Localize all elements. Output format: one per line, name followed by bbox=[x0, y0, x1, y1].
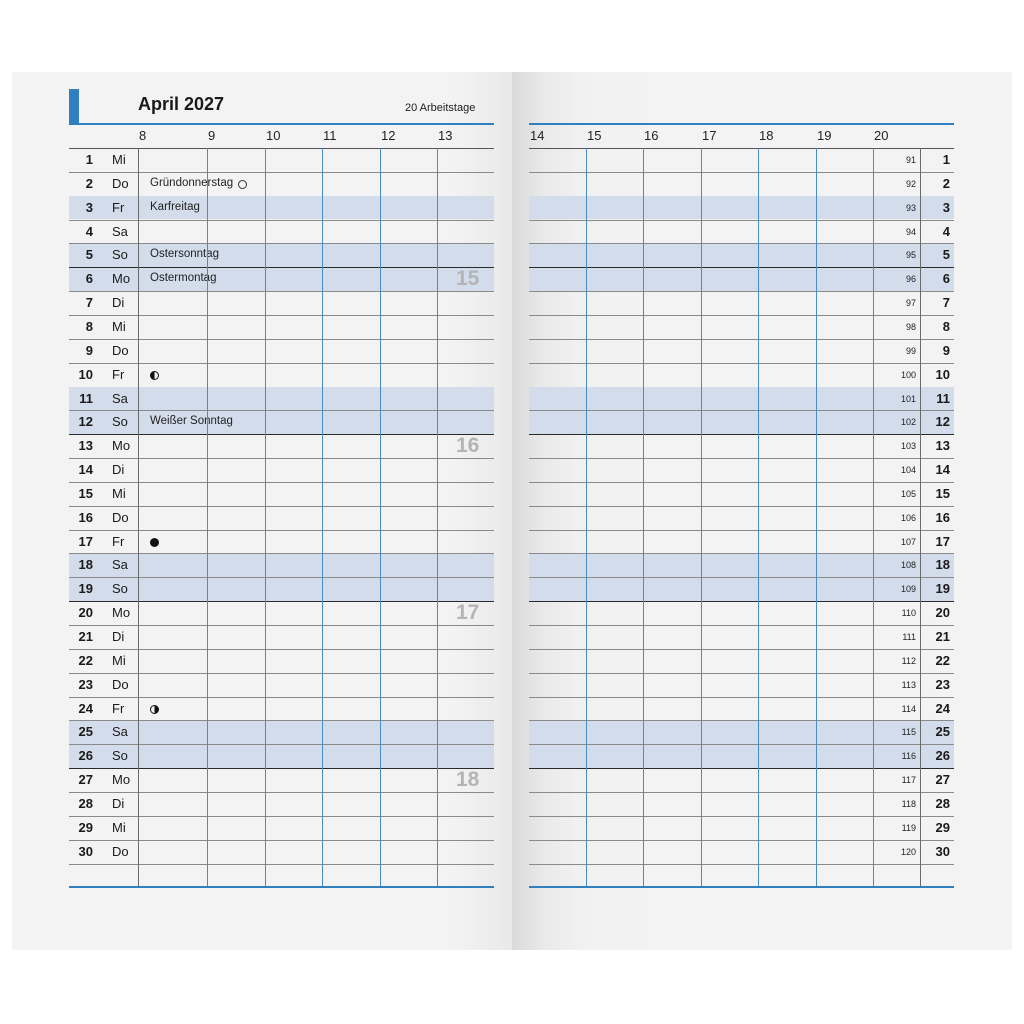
day-number: 8 bbox=[85, 318, 93, 334]
day-of-year: 119 bbox=[901, 822, 916, 833]
hour-divider bbox=[758, 148, 759, 886]
day-of-year: 94 bbox=[905, 226, 916, 237]
row-rule-left bbox=[69, 148, 494, 149]
holiday-label: Weißer Sonntag bbox=[150, 415, 233, 428]
day-number-right: 3 bbox=[942, 199, 950, 215]
day-of-year: 91 bbox=[905, 155, 916, 165]
week-number: 16 bbox=[456, 434, 480, 458]
row-rule-right bbox=[529, 506, 954, 507]
day-number-right: 27 bbox=[935, 772, 950, 788]
day-of-year: 113 bbox=[901, 679, 916, 690]
day-number: 6 bbox=[85, 271, 93, 287]
day-number: 20 bbox=[78, 605, 93, 621]
row-rule-right bbox=[529, 601, 954, 602]
day-of-year: 96 bbox=[905, 274, 916, 285]
day-number-right: 21 bbox=[935, 629, 950, 644]
day-of-year: 120 bbox=[900, 846, 916, 857]
row-rule-left bbox=[69, 673, 494, 674]
row-rule-left bbox=[69, 482, 494, 483]
day-name: Di bbox=[112, 295, 125, 311]
day-number: 23 bbox=[78, 676, 93, 692]
weekend-shade-left bbox=[69, 721, 494, 744]
day-of-year: 112 bbox=[901, 655, 916, 666]
hour-divider bbox=[586, 148, 587, 886]
hour-divider bbox=[873, 148, 874, 886]
day-number-right: 7 bbox=[942, 295, 950, 311]
day-of-year: 100 bbox=[900, 369, 916, 380]
hour-divider bbox=[816, 148, 817, 886]
day-number-right: 26 bbox=[935, 748, 950, 764]
day-number-right: 19 bbox=[935, 581, 950, 597]
day-number-right: 14 bbox=[935, 462, 950, 478]
holiday-label: Ostermontag bbox=[150, 272, 217, 285]
row-rule-left bbox=[69, 220, 494, 221]
day-of-year: 114 bbox=[901, 703, 916, 714]
day-of-year: 103 bbox=[900, 441, 916, 452]
hour-divider bbox=[207, 148, 208, 886]
day-number-right: 16 bbox=[935, 509, 950, 525]
header-rule-right bbox=[529, 123, 954, 125]
day-number: 25 bbox=[78, 724, 93, 740]
footer-rule-right bbox=[529, 886, 954, 888]
day-name: Fr bbox=[112, 366, 125, 382]
day-number-right: 9 bbox=[942, 342, 950, 358]
row-rule-left bbox=[69, 506, 494, 507]
day-number: 7 bbox=[85, 295, 93, 311]
day-number: 16 bbox=[78, 509, 93, 525]
hour-label: 17 bbox=[702, 128, 717, 143]
day-name: Sa bbox=[112, 557, 128, 573]
day-number-right: 28 bbox=[935, 795, 950, 811]
day-number: 27 bbox=[78, 772, 93, 788]
row-rule-right bbox=[529, 291, 954, 292]
day-number: 13 bbox=[78, 438, 93, 454]
day-name: Mi bbox=[112, 318, 126, 334]
day-name: Sa bbox=[112, 390, 128, 406]
weekend-shade-left bbox=[69, 578, 494, 601]
day-name: Mo bbox=[112, 438, 131, 454]
day-name: Fr bbox=[112, 199, 125, 215]
day-of-year: 93 bbox=[905, 202, 916, 213]
hour-label: 19 bbox=[817, 128, 832, 143]
day-name: Mo bbox=[112, 271, 131, 287]
day-number-right: 10 bbox=[935, 366, 950, 382]
day-of-year: 117 bbox=[901, 775, 916, 786]
hour-label: 16 bbox=[644, 128, 659, 143]
row-rule-right bbox=[529, 530, 954, 531]
day-name: Do bbox=[112, 843, 129, 859]
day-of-year: 111 bbox=[902, 632, 916, 642]
hour-divider bbox=[643, 148, 644, 886]
day-of-year: 118 bbox=[901, 798, 916, 809]
last-quarter-moon-icon bbox=[150, 371, 159, 380]
day-number-right: 5 bbox=[942, 247, 950, 263]
day-of-year: 97 bbox=[905, 298, 916, 309]
hour-label: 13 bbox=[438, 128, 453, 143]
day-name: Di bbox=[112, 462, 125, 478]
day-of-year: 106 bbox=[900, 512, 916, 523]
row-rule-left bbox=[69, 697, 494, 698]
weekend-shade-left bbox=[69, 411, 494, 434]
day-of-year: 92 bbox=[905, 178, 916, 189]
day-number: 9 bbox=[85, 342, 93, 358]
day-number: 10 bbox=[78, 366, 93, 382]
weekend-shade-left bbox=[69, 244, 494, 267]
day-number-right: 4 bbox=[942, 223, 950, 239]
hour-label: 12 bbox=[381, 128, 396, 143]
hour-label: 9 bbox=[208, 128, 216, 143]
day-number-right: 11 bbox=[936, 390, 950, 406]
row-rule-right bbox=[529, 649, 954, 650]
row-rule-left bbox=[69, 172, 494, 173]
day-name: Fr bbox=[112, 700, 125, 716]
day-number: 1 bbox=[85, 152, 93, 167]
row-rule-left bbox=[69, 768, 494, 769]
page-title: April 2027 bbox=[138, 94, 225, 114]
row-rule-right bbox=[529, 792, 954, 793]
row-rule-right bbox=[529, 673, 954, 674]
row-rule-right bbox=[529, 315, 954, 316]
day-number: 26 bbox=[78, 748, 93, 764]
row-rule-left bbox=[69, 363, 494, 364]
row-rule-left bbox=[69, 601, 494, 602]
day-number: 28 bbox=[78, 795, 93, 811]
day-of-year: 98 bbox=[905, 321, 916, 332]
day-number: 4 bbox=[85, 223, 93, 239]
hour-divider bbox=[437, 148, 438, 886]
row-rule-right bbox=[529, 434, 954, 435]
day-of-year: 107 bbox=[900, 536, 916, 547]
hour-label: 8 bbox=[139, 128, 147, 143]
hour-label: 20 bbox=[874, 128, 889, 143]
day-of-year: 101 bbox=[900, 393, 916, 404]
hour-divider bbox=[701, 148, 702, 886]
day-of-year: 95 bbox=[905, 250, 916, 261]
day-number: 3 bbox=[85, 199, 93, 215]
week-number: 15 bbox=[456, 267, 480, 291]
day-number: 17 bbox=[78, 533, 93, 549]
day-number-right: 12 bbox=[935, 414, 950, 430]
row-rule-left bbox=[69, 315, 494, 316]
day-name: So bbox=[112, 414, 128, 430]
weekend-shade-left bbox=[69, 745, 494, 768]
row-rule-left bbox=[69, 291, 494, 292]
doy-column-divider bbox=[920, 148, 921, 886]
row-rule-right bbox=[529, 363, 954, 364]
day-number: 5 bbox=[85, 247, 93, 263]
working-days-label: 20 Arbeitstage bbox=[405, 102, 476, 114]
week-number: 18 bbox=[456, 768, 480, 792]
day-of-year: 116 bbox=[901, 751, 916, 762]
row-rule-left bbox=[69, 649, 494, 650]
hour-label: 10 bbox=[266, 128, 281, 143]
day-column-divider bbox=[138, 148, 139, 886]
hour-label: 14 bbox=[530, 128, 545, 143]
weekend-shade-left bbox=[69, 196, 494, 219]
day-number-right: 1 bbox=[942, 152, 950, 167]
day-name: Mi bbox=[112, 652, 126, 668]
day-number-right: 8 bbox=[942, 318, 950, 334]
row-rule-right bbox=[529, 697, 954, 698]
row-rule-left bbox=[69, 339, 494, 340]
row-rule-left bbox=[69, 625, 494, 626]
row-rule-right bbox=[529, 148, 954, 149]
day-number: 15 bbox=[78, 485, 93, 501]
day-number: 29 bbox=[78, 819, 93, 835]
hour-divider bbox=[322, 148, 323, 886]
row-rule-right bbox=[529, 768, 954, 769]
first-quarter-moon-icon bbox=[150, 705, 159, 714]
day-number: 30 bbox=[78, 843, 93, 859]
row-rule-right bbox=[529, 172, 954, 173]
row-rule-right bbox=[529, 458, 954, 459]
day-number: 24 bbox=[78, 700, 93, 716]
day-name: Mo bbox=[112, 772, 131, 788]
row-rule-left bbox=[69, 840, 494, 841]
hour-label: 18 bbox=[759, 128, 774, 143]
row-rule-left bbox=[69, 864, 494, 865]
row-rule-left bbox=[69, 458, 494, 459]
row-rule-right bbox=[529, 625, 954, 626]
weekend-shade-left bbox=[69, 387, 494, 410]
hour-label: 15 bbox=[587, 128, 602, 143]
day-name: So bbox=[112, 581, 128, 597]
day-of-year: 109 bbox=[900, 584, 916, 595]
footer-rule-left bbox=[69, 886, 494, 888]
day-number-right: 30 bbox=[935, 843, 950, 859]
week-number: 17 bbox=[456, 601, 480, 625]
row-rule-right bbox=[529, 482, 954, 483]
day-number-right: 6 bbox=[942, 271, 950, 287]
day-number: 14 bbox=[78, 462, 93, 478]
day-of-year: 108 bbox=[900, 560, 916, 571]
row-rule-left bbox=[69, 792, 494, 793]
day-name: Sa bbox=[112, 724, 128, 740]
day-name: Mi bbox=[112, 485, 126, 501]
row-rule-right bbox=[529, 816, 954, 817]
new-moon-icon bbox=[150, 538, 159, 547]
day-name: Do bbox=[112, 676, 129, 692]
hour-divider bbox=[380, 148, 381, 886]
day-number-right: 17 bbox=[935, 533, 950, 549]
row-rule-right bbox=[529, 864, 954, 865]
row-rule-left bbox=[69, 434, 494, 435]
day-number: 12 bbox=[78, 414, 93, 430]
day-number-right: 15 bbox=[935, 485, 950, 501]
day-name: Di bbox=[112, 795, 125, 811]
day-of-year: 102 bbox=[900, 417, 916, 428]
day-number-right: 2 bbox=[942, 175, 950, 191]
day-name: Fr bbox=[112, 533, 125, 549]
day-number: 2 bbox=[85, 175, 93, 191]
day-name: Sa bbox=[112, 223, 128, 239]
row-rule-right bbox=[529, 220, 954, 221]
holiday-label: Karfreitag bbox=[150, 200, 200, 213]
day-name: Do bbox=[112, 342, 129, 358]
day-name: Mi bbox=[112, 152, 126, 167]
day-number-right: 22 bbox=[935, 652, 950, 668]
weekend-shade-left bbox=[69, 554, 494, 577]
day-name: Do bbox=[112, 175, 129, 191]
day-number-right: 13 bbox=[935, 438, 950, 454]
hour-divider bbox=[265, 148, 266, 886]
day-name: Di bbox=[112, 629, 125, 644]
day-of-year: 99 bbox=[905, 345, 916, 356]
day-number: 11 bbox=[79, 390, 93, 406]
day-number: 18 bbox=[78, 557, 93, 573]
row-rule-right bbox=[529, 339, 954, 340]
day-number-right: 25 bbox=[935, 724, 950, 740]
day-number-right: 18 bbox=[935, 557, 950, 573]
holiday-label: Ostersonntag bbox=[150, 248, 220, 261]
day-number: 21 bbox=[78, 629, 93, 644]
row-rule-right bbox=[529, 840, 954, 841]
day-name: Mi bbox=[112, 819, 126, 835]
holiday-label: Gründonnerstag bbox=[150, 176, 234, 189]
day-name: Mo bbox=[112, 605, 131, 621]
header-rule-left bbox=[69, 123, 494, 125]
day-of-year: 115 bbox=[901, 727, 916, 738]
day-number: 22 bbox=[78, 652, 93, 668]
day-number-right: 20 bbox=[935, 605, 950, 621]
day-number-right: 23 bbox=[935, 676, 950, 692]
day-name: So bbox=[112, 748, 128, 764]
day-number: 19 bbox=[78, 581, 93, 597]
full-moon-icon bbox=[238, 180, 247, 189]
day-of-year: 110 bbox=[901, 608, 916, 619]
day-name: So bbox=[112, 247, 128, 263]
row-rule-left bbox=[69, 816, 494, 817]
day-number-right: 29 bbox=[935, 819, 950, 835]
accent-bar bbox=[69, 89, 79, 124]
weekend-shade-left bbox=[69, 268, 494, 291]
day-of-year: 104 bbox=[900, 465, 916, 476]
day-name: Do bbox=[112, 509, 129, 525]
hour-label: 11 bbox=[323, 128, 337, 143]
row-rule-left bbox=[69, 530, 494, 531]
day-number-right: 24 bbox=[935, 700, 950, 716]
day-of-year: 105 bbox=[900, 488, 916, 499]
